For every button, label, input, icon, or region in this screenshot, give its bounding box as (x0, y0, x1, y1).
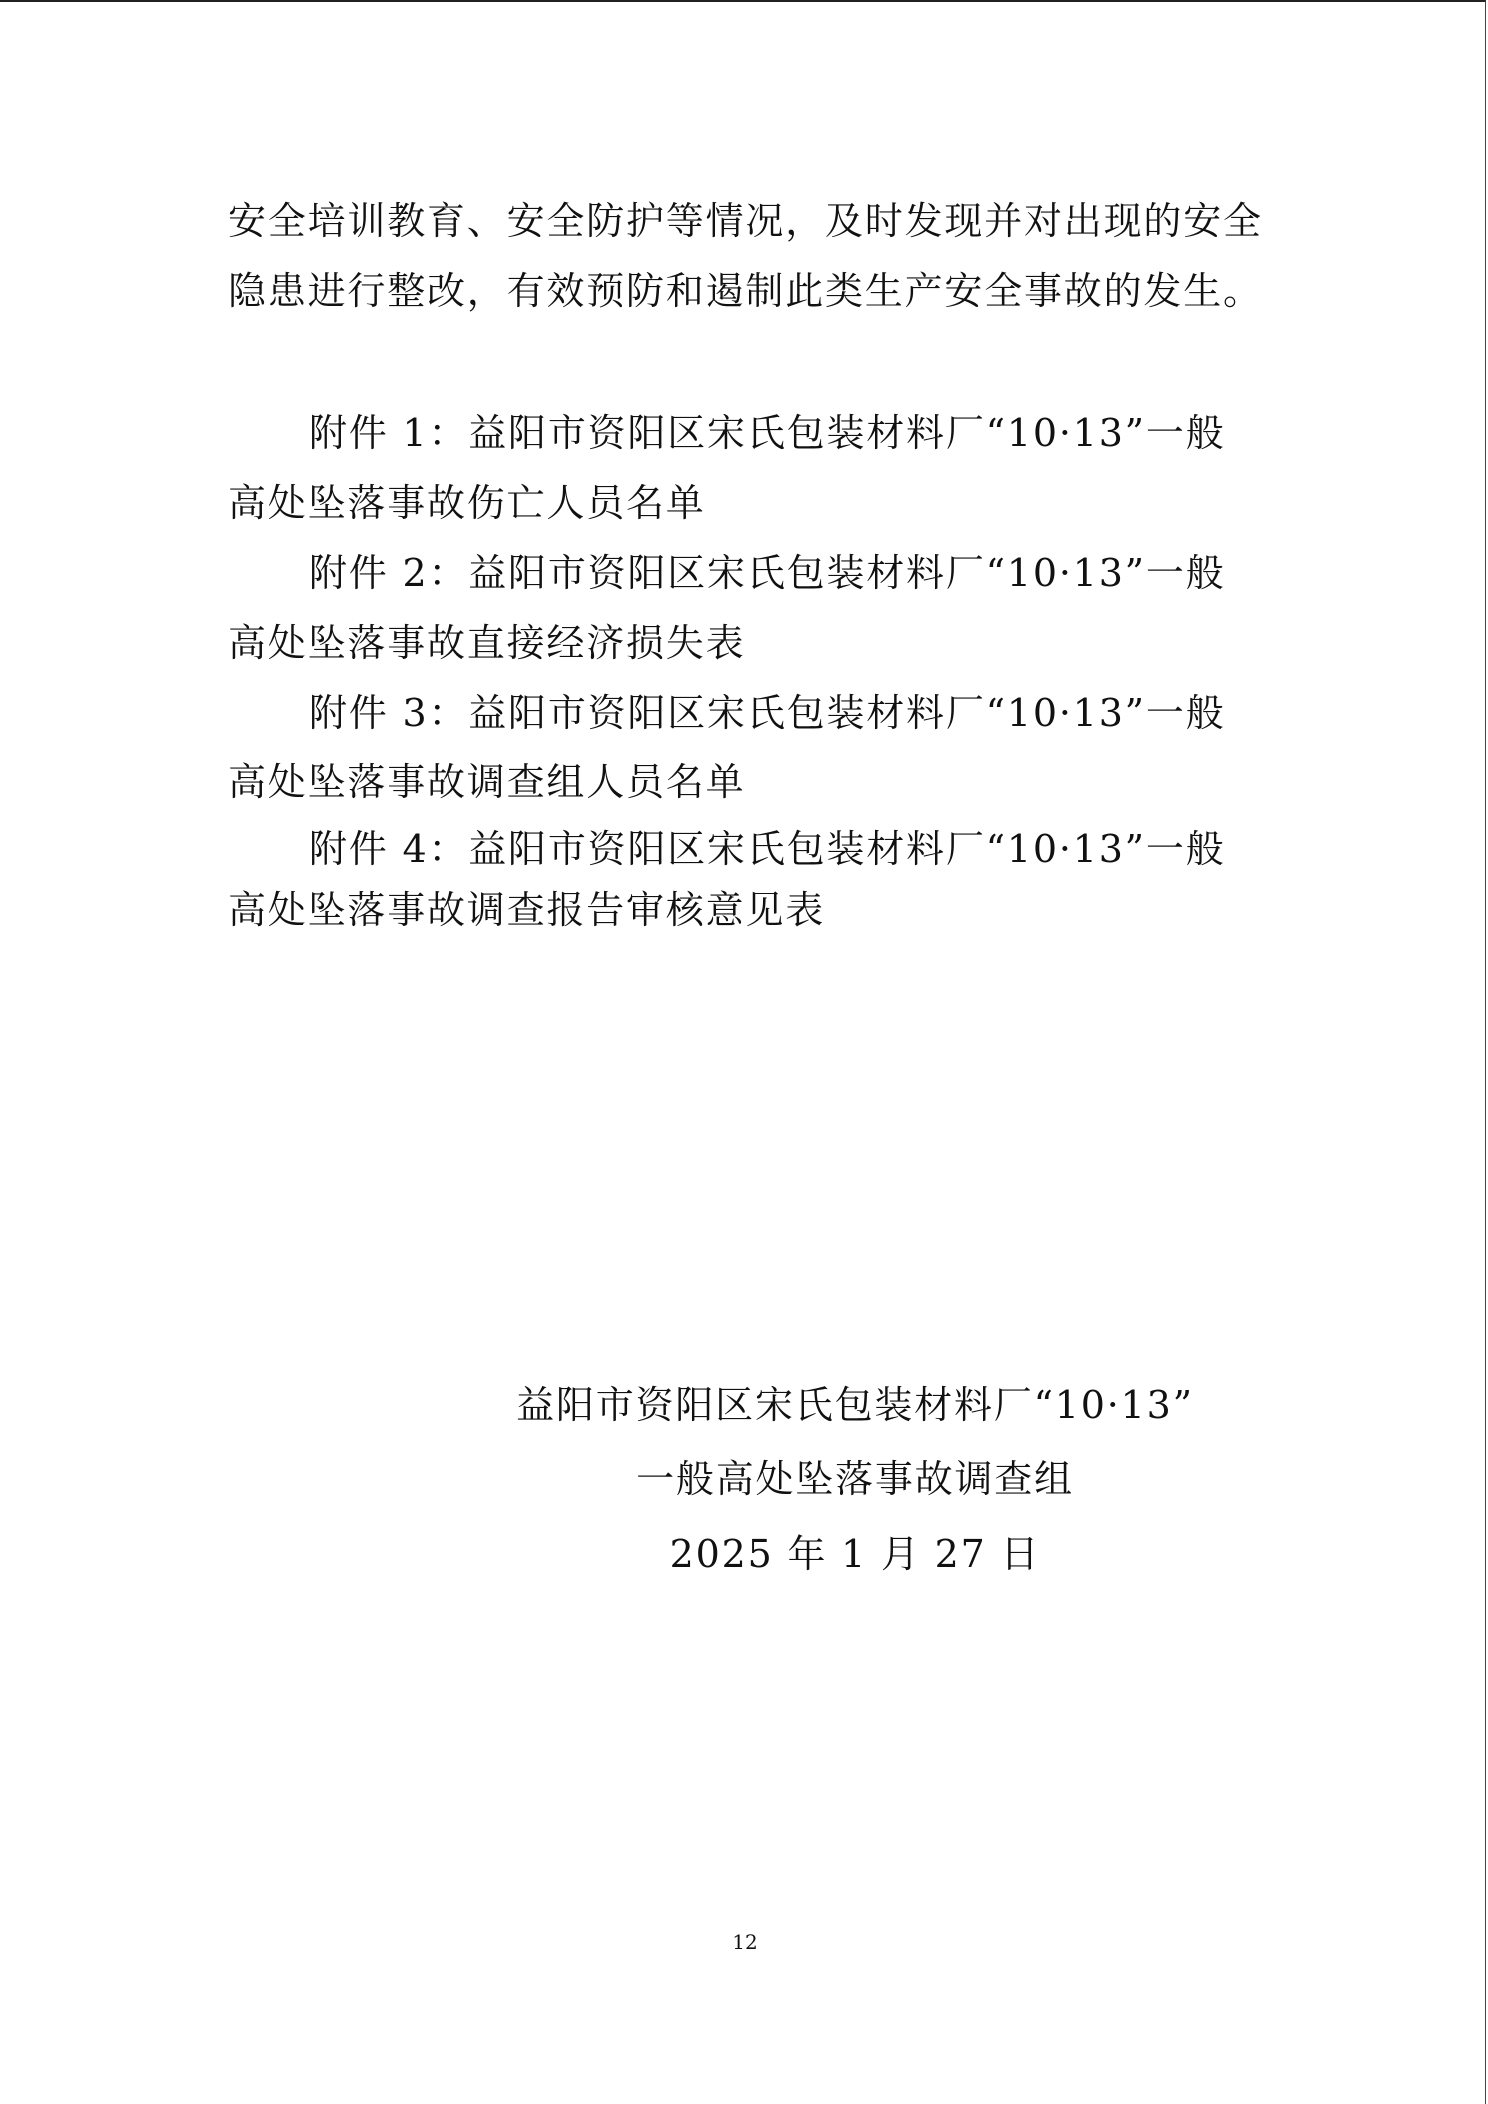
signature-organization-line1: 益阳市资阳区宋氏包装材料厂“10·13” (516, 1383, 1194, 1427)
page-number: 12 (732, 1930, 758, 1954)
attachment-title-line: 附件 1：益阳市资阳区宋氏包装材料厂“10·13”一般 (309, 411, 1226, 455)
paragraph-line: 安全培训教育、安全防护等情况，及时发现并对出现的安全 (228, 199, 1263, 243)
attachment-title-continuation: 高处坠落事故伤亡人员名单 (228, 481, 706, 525)
attachment-title-line: 附件 3：益阳市资阳区宋氏包装材料厂“10·13”一般 (309, 691, 1226, 735)
attachment-title-line: 附件 4：益阳市资阳区宋氏包装材料厂“10·13”一般 (309, 827, 1226, 871)
attachment-title-continuation: 高处坠落事故调查报告审核意见表 (228, 888, 826, 932)
signature-date: 2025 年 1 月 27 日 (669, 1532, 1041, 1576)
attachment-title-continuation: 高处坠落事故调查组人员名单 (228, 760, 746, 804)
paragraph-line: 隐患进行整改，有效预防和遏制此类生产安全事故的发生。 (228, 269, 1263, 313)
attachment-title-continuation: 高处坠落事故直接经济损失表 (228, 621, 746, 665)
attachment-title-line: 附件 2：益阳市资阳区宋氏包装材料厂“10·13”一般 (309, 551, 1226, 595)
signature-organization-line2: 一般高处坠落事故调查组 (636, 1457, 1074, 1501)
